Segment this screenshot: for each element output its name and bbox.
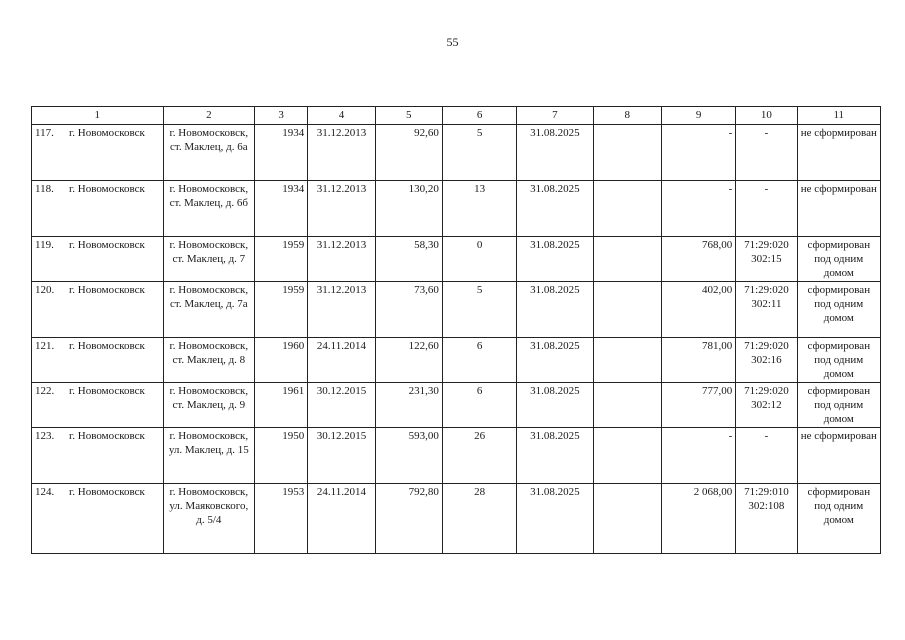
cell-number-city — [32, 237, 164, 282]
row-number: 120. — [35, 284, 55, 296]
cell-value: 768,00 — [661, 237, 735, 282]
cell-address: г. Новомосковск, ул. Маяковского, д. 5/4 — [163, 484, 254, 554]
cell-year: 1961 — [255, 383, 308, 428]
city-name: г. Новомосковск — [69, 183, 145, 195]
cell-value: 402,00 — [661, 282, 735, 338]
table-row — [32, 383, 881, 428]
cell-term-date: 31.08.2025 — [517, 383, 593, 428]
cell-area: 130,20 — [375, 181, 442, 237]
cell-address: г. Новомосковск, ст. Маклец, д. 6б — [163, 181, 254, 237]
column-header: 9 — [661, 107, 735, 125]
cell-number-city — [32, 428, 164, 484]
column-header: 7 — [517, 107, 593, 125]
column-header: 4 — [308, 107, 375, 125]
cell-number-city — [32, 125, 164, 181]
cell-col-8 — [593, 181, 661, 237]
cell-number-city — [32, 383, 164, 428]
cell-number-city — [32, 338, 164, 383]
cell-wear-percent: 28 — [442, 484, 516, 554]
cell-wear-percent: 6 — [442, 383, 516, 428]
cell-wear-percent: 13 — [442, 181, 516, 237]
cell-date: 31.12.2013 — [308, 237, 375, 282]
cell-address: г. Новомосковск, ст. Маклец, д. 7 — [163, 237, 254, 282]
cell-cadastral: 71:29:020 302:12 — [736, 383, 797, 428]
cell-year: 1959 — [255, 237, 308, 282]
column-header: 3 — [255, 107, 308, 125]
city-name: г. Новомосковск — [69, 340, 145, 352]
cell-cadastral: 71:29:010 302:108 — [736, 484, 797, 554]
cell-address: г. Новомосковск, ст. Маклец, д. 8 — [163, 338, 254, 383]
cell-col-8 — [593, 428, 661, 484]
cell-wear-percent: 5 — [442, 282, 516, 338]
cell-date: 31.12.2013 — [308, 125, 375, 181]
cell-term-date: 31.08.2025 — [517, 125, 593, 181]
cell-land-status: сформирован под одним домом — [797, 383, 880, 428]
cell-year: 1934 — [255, 125, 308, 181]
cell-cadastral: 71:29:020 302:11 — [736, 282, 797, 338]
cell-date: 31.12.2013 — [308, 181, 375, 237]
column-header: 11 — [797, 107, 880, 125]
cell-area: 792,80 — [375, 484, 442, 554]
cell-cadastral: 71:29:020 302:16 — [736, 338, 797, 383]
cell-area: 92,60 — [375, 125, 442, 181]
city-name: г. Новомосковск — [69, 239, 145, 251]
cell-value: - — [661, 181, 735, 237]
cell-area: 58,30 — [375, 237, 442, 282]
cell-date: 24.11.2014 — [308, 484, 375, 554]
cell-number-city — [32, 484, 164, 554]
row-number: 124. — [35, 486, 55, 498]
table-row — [32, 125, 881, 181]
cell-area: 593,00 — [375, 428, 442, 484]
cell-col-8 — [593, 237, 661, 282]
cell-wear-percent: 26 — [442, 428, 516, 484]
cell-value: - — [661, 428, 735, 484]
row-number: 122. — [35, 385, 55, 397]
row-number: 121. — [35, 340, 55, 352]
register-table — [31, 106, 881, 554]
row-number: 117. — [35, 127, 54, 139]
cell-number-city — [32, 282, 164, 338]
cell-col-8 — [593, 282, 661, 338]
cell-value: 777,00 — [661, 383, 735, 428]
cell-land-status: не сформирован — [797, 428, 880, 484]
cell-year: 1950 — [255, 428, 308, 484]
cell-date: 30.12.2015 — [308, 383, 375, 428]
cell-year: 1959 — [255, 282, 308, 338]
cell-area: 73,60 — [375, 282, 442, 338]
table-row — [32, 181, 881, 237]
cell-wear-percent: 5 — [442, 125, 516, 181]
cell-term-date: 31.08.2025 — [517, 484, 593, 554]
cell-address: г. Новомосковск, ст. Маклец, д. 6а — [163, 125, 254, 181]
cell-value: 2 068,00 — [661, 484, 735, 554]
row-number: 118. — [35, 183, 54, 195]
city-name: г. Новомосковск — [69, 127, 145, 139]
cell-date: 30.12.2015 — [308, 428, 375, 484]
cell-cadastral: - — [736, 125, 797, 181]
table-row — [32, 484, 881, 554]
cell-area: 231,30 — [375, 383, 442, 428]
city-name: г. Новомосковск — [69, 284, 145, 296]
cell-land-status: сформирован под одним домом — [797, 484, 880, 554]
cell-term-date: 31.08.2025 — [517, 181, 593, 237]
cell-year: 1960 — [255, 338, 308, 383]
cell-wear-percent: 0 — [442, 237, 516, 282]
cell-land-status: сформирован под одним домом — [797, 338, 880, 383]
cell-address: г. Новомосковск, ст. Маклец, д. 9 — [163, 383, 254, 428]
table-body — [32, 125, 881, 554]
column-header: 1 — [32, 107, 164, 125]
table-row — [32, 282, 881, 338]
cell-cadastral: 71:29:020 302:15 — [736, 237, 797, 282]
header-row — [32, 107, 881, 125]
row-number: 123. — [35, 430, 55, 442]
column-header: 2 — [163, 107, 254, 125]
cell-land-status: сформирован под одним домом — [797, 237, 880, 282]
cell-area: 122,60 — [375, 338, 442, 383]
cell-term-date: 31.08.2025 — [517, 282, 593, 338]
cell-cadastral: - — [736, 181, 797, 237]
table-row — [32, 428, 881, 484]
cell-address: г. Новомосковск, ст. Маклец, д. 7а — [163, 282, 254, 338]
column-header: 8 — [593, 107, 661, 125]
column-header: 10 — [736, 107, 797, 125]
cell-number-city — [32, 181, 164, 237]
page-number: 55 — [446, 35, 459, 49]
cell-land-status: не сформирован — [797, 125, 880, 181]
city-name: г. Новомосковск — [69, 385, 145, 397]
cell-year: 1953 — [255, 484, 308, 554]
cell-col-8 — [593, 383, 661, 428]
row-number: 119. — [35, 239, 54, 251]
cell-date: 31.12.2013 — [308, 282, 375, 338]
table-row — [32, 237, 881, 282]
cell-value: - — [661, 125, 735, 181]
cell-land-status: сформирован под одним домом — [797, 282, 880, 338]
cell-term-date: 31.08.2025 — [517, 428, 593, 484]
cell-term-date: 31.08.2025 — [517, 338, 593, 383]
cell-land-status: не сформирован — [797, 181, 880, 237]
cell-term-date: 31.08.2025 — [517, 237, 593, 282]
cell-value: 781,00 — [661, 338, 735, 383]
cell-date: 24.11.2014 — [308, 338, 375, 383]
cell-col-8 — [593, 125, 661, 181]
city-name: г. Новомосковск — [69, 486, 145, 498]
cell-col-8 — [593, 338, 661, 383]
cell-wear-percent: 6 — [442, 338, 516, 383]
city-name: г. Новомосковск — [69, 430, 145, 442]
column-header: 6 — [442, 107, 516, 125]
column-header: 5 — [375, 107, 442, 125]
cell-cadastral: - — [736, 428, 797, 484]
cell-address: г. Новомосковск, ул. Маклец, д. 15 — [163, 428, 254, 484]
table-row — [32, 338, 881, 383]
cell-year: 1934 — [255, 181, 308, 237]
cell-col-8 — [593, 484, 661, 554]
